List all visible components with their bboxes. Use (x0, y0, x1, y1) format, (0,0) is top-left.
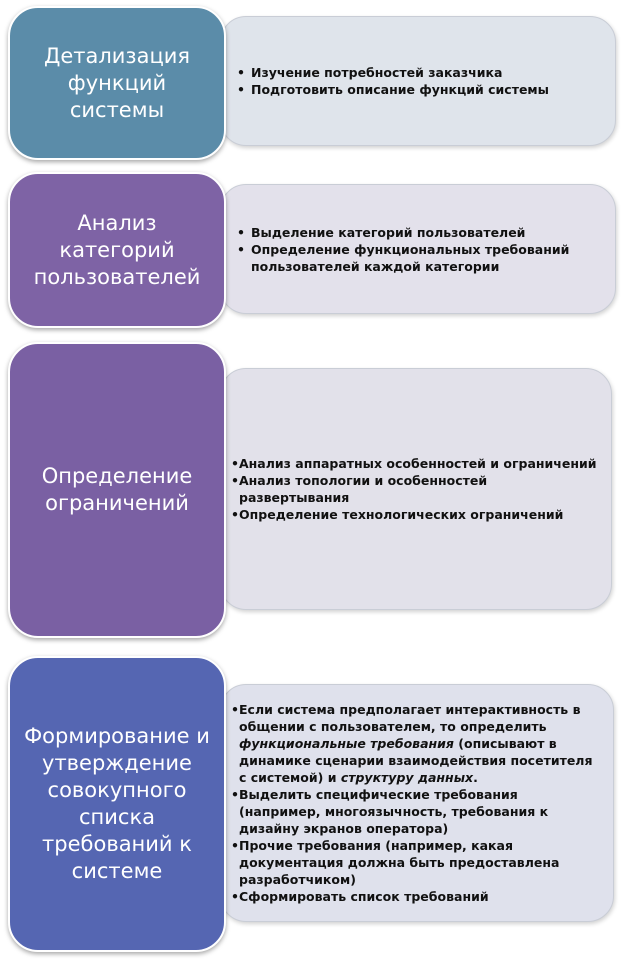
step-4-bullets (231, 701, 601, 905)
step-4-bullet-1-text: Если система предполагает интерактивность в общении с пользователем, то определить (239, 702, 581, 734)
step-3-bullet-1: • Анализ аппаратных особенностей и ограничений (231, 455, 599, 472)
step-2-title: Анализ категорий пользователей (33, 210, 201, 289)
step-3-bullets (231, 455, 599, 523)
step-4-bullet-1-emphasis-2: структуру данных (340, 770, 474, 785)
step-2-bullets (235, 224, 601, 275)
step-4-bullet-2: • Выделить специфические требования (например, многоязычность, требования к дизайну экранов оператора) (231, 786, 601, 837)
step-2-title-box (8, 172, 226, 328)
step-1-bullet-2: • Подготовить описание функций системы (235, 81, 601, 98)
step-1-title: Детализация функций системы (43, 43, 191, 122)
step-4-bullet-1-emphasis-1: функциональные требования (239, 736, 454, 751)
step-4-title: Формирование и утверждение совокупного списка требований к системе (24, 724, 210, 883)
step-3-bullet-2: • Анализ топологии и особенностей развертывания (231, 472, 599, 506)
step-2-panel (220, 184, 616, 314)
step-3-title-box (8, 342, 226, 638)
step-4-bullet-1 (231, 701, 601, 786)
step-1-panel (220, 16, 616, 146)
step-1-title-box (8, 6, 226, 160)
step-4-bullet-3: • Прочие требования (например, какая документация должна быть предоставлена разработчиком) (231, 837, 601, 888)
step-3-bullet-3: • Определение технологических ограничений (231, 506, 599, 523)
step-4-bullet-4: • Сформировать список требований (231, 888, 601, 905)
step-3-title: Определение ограничений (41, 464, 193, 515)
step-4-panel (220, 684, 614, 922)
step-1-bullet-1: • Изучение потребностей заказчика (235, 64, 601, 81)
step-3-panel (220, 368, 612, 610)
step-4-title-box (8, 656, 226, 952)
step-4-bullet-1-text-3: . (473, 770, 478, 785)
step-4-bullet-1-text-2: (описывают в динамике сценарии взаимодействия посетителя с системой) и (239, 736, 593, 785)
step-1-bullets (235, 64, 601, 98)
step-2-bullet-1: • Выделение категорий пользователей (235, 224, 601, 241)
step-2-bullet-2: • Определение функциональных требований пользователей каждой категории (235, 241, 601, 275)
